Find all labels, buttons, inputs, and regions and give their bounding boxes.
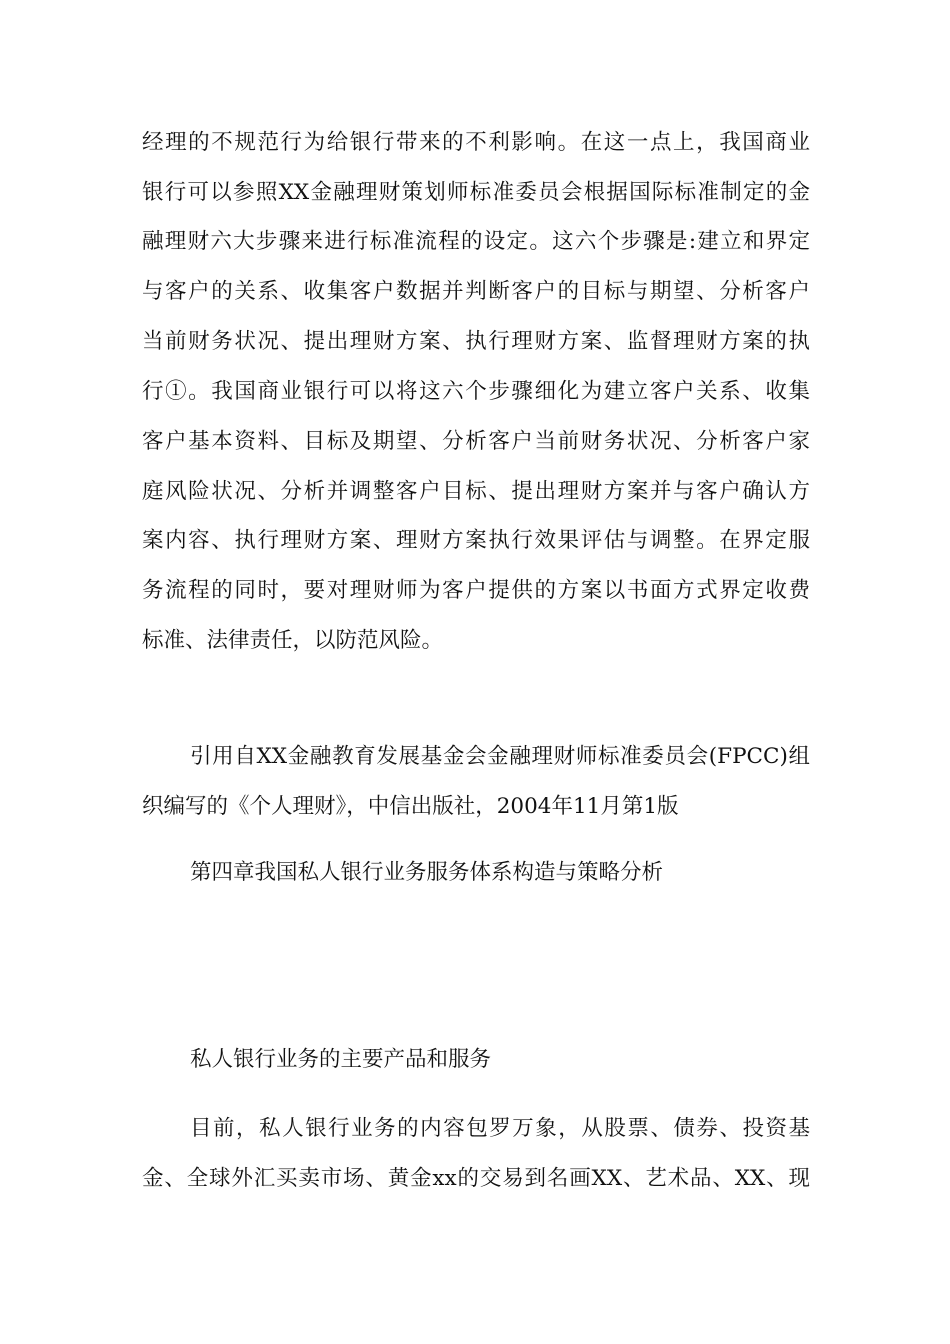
paragraph-line: 银行可以参照XX金融理财策划师标准委员会根据国际标准制定的金: [142, 180, 810, 205]
paragraph-line: 客户基本资料、目标及期望、分析客户当前财务状况、分析客户家: [142, 429, 810, 454]
paragraph-line: 行①。我国商业银行可以将这六个步骤细化为建立客户关系、收集: [142, 379, 810, 404]
paragraph-line: 与客户的关系、收集客户数据并判断客户的目标与期望、分析客户: [142, 279, 810, 304]
section-title: 私人银行业务的主要产品和服务: [190, 1047, 492, 1072]
paragraph-line: 经理的不规范行为给银行带来的不利影响。在这一点上，我国商业: [142, 130, 810, 155]
paragraph-line: 案内容、执行理财方案、理财方案执行效果评估与调整。在界定服: [142, 528, 810, 553]
footnote-line: 织编写的《个人理财》，中信出版社，2004年11月第1版: [142, 794, 679, 819]
chapter-title: 第四章我国私人银行业务服务体系构造与策略分析: [190, 860, 664, 885]
paragraph-line: 标准、法律责任，以防范风险。: [142, 628, 444, 653]
paragraph-line: 务流程的同时，要对理财师为客户提供的方案以书面方式界定收费: [142, 578, 810, 603]
paragraph-line: 当前财务状况、提出理财方案、执行理财方案、监督理财方案的执: [142, 329, 810, 354]
footnote-line: 引用自XX金融教育发展基金会金融理财师标准委员会(FPCC)组: [190, 744, 810, 769]
paragraph-line: 金、全球外汇买卖市场、黄金xx的交易到名画XX、艺术品、XX、现: [142, 1166, 810, 1191]
paragraph-line: 融理财六大步骤来进行标准流程的设定。这六个步骤是:建立和界定: [142, 229, 810, 254]
paragraph-line: 目前，私人银行业务的内容包罗万象，从股票、债券、投资基: [190, 1116, 810, 1141]
paragraph-line: 庭风险状况、分析并调整客户目标、提出理财方案并与客户确认方: [142, 479, 810, 504]
